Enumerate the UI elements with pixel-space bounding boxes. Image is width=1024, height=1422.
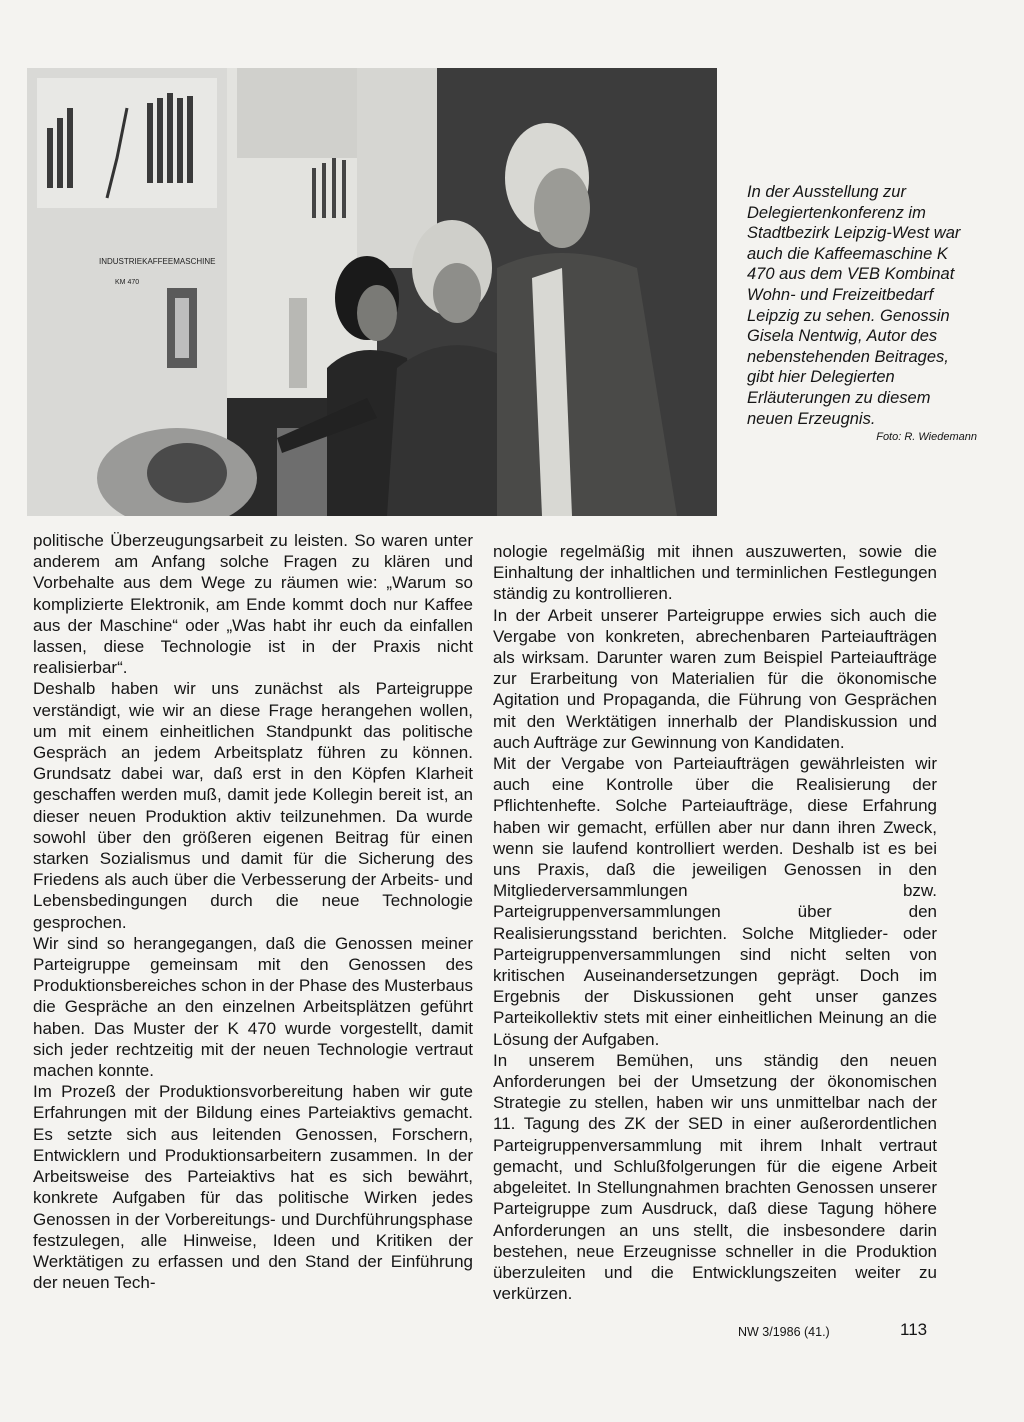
paragraph: Mit der Vergabe von Parteiaufträgen gewährleisten wir auch eine Kontrolle über die Realisierung der Pflichtenhefte. Solche Parteiaufträge, diese Erfahrung haben wir gemacht, erfüllen aber nur dann ihren Zweck, wenn sie laufend kontrolliert werden. Deshalb ist es bei uns Praxis, daß die jeweiligen Genossen in den Mitgliederversammlungen bzw. Parteigruppenversammlungen über den Realisierungsstand berichten. Solche Mitglieder- oder Parteigruppenversammlungen sind nicht selten von kritischen Auseinandersetzungen geprägt. Doch im Ergebnis der Diskussionen geht unser ganzes Parteikollektiv stets mit einer einheitlichen Meinung an die Lösung der Aufgaben. — [493, 754, 937, 1049]
exhibition-photo — [27, 68, 717, 516]
paragraph: nologie regelmäßig mit ihnen auszuwerten, sowie die Einhaltung der inhaltlichen und terminlichen Festlegungen ständig zu kontrollieren. — [493, 542, 937, 604]
poster-heading: INDUSTRIEKAFFEEMASCHINE — [99, 257, 216, 266]
paragraph: Wir sind so herangegangen, daß die Genossen meiner Parteigruppe gemeinsam mit den Genossen des Produktionsbereiches schon in der Phase des Musterbaus die Gespräche an den einzelnen Arbeitsplätzen geführt haben. Das Muster der K 470 wurde vorgestellt, damit sich jeder rechtzeitig mit der neuen Technologie vertraut machen konnte. — [33, 933, 473, 1081]
paragraph: In der Arbeit unserer Parteigruppe erwies sich auch die Vergabe von konkreten, abrechenbaren Parteiaufträgen als wirksam. Darunter waren zum Beispiel Parteiaufträge zur Erarbeitung von Materialien für die ökonomische Agitation und Propaganda, die Führung von Gesprächen mit den Werktätigen innerhalb der Plandiskussion und auch Aufträge zur Gewinnung von Kandidaten. — [493, 605, 937, 752]
left-column — [33, 530, 473, 1293]
journal-folio: NW 3/1986 (41.) — [738, 1325, 830, 1339]
caption-text: In der Ausstellung zur Delegiertenkonferenz im Stadtbezirk Leipzig-West war auch die Kaffeemaschine K 470 aus dem VEB Kombinat Wohn- und Freizeitbedarf Leipzig zu sehen. Genossin Gisela Nentwig, Autor des nebenstehenden Beitrages, gibt hier Delegierten Erläuterungen zu diesem neuen Erzeugnis. — [747, 183, 961, 428]
photo-illustration — [27, 68, 717, 516]
photo-credit: Foto: R. Wiedemann — [876, 431, 977, 444]
page-number: 113 — [900, 1320, 928, 1339]
photo-caption — [747, 182, 977, 444]
right-column — [493, 541, 937, 1304]
paragraph: Im Prozeß der Produktionsvorbereitung haben wir gute Erfahrungen mit der Bildung eines Parteiaktivs gemacht. Es setzte sich aus leitenden Genossen, Forschern, Entwicklern und Produktionsarbeitern zusammen. In der Arbeitsweise des Parteiaktivs hat es sich bewährt, konkrete Aufgaben für das politische Wirken jedes Genossen in der Vorbereitungs- und Durchführungsphase festzulegen, alle Hinweise, Ideen und Kritiken der Werktätigen zu erfassen und den Stand der Einführung der neuen Tech- — [33, 1082, 473, 1293]
paragraph: politische Überzeugungsarbeit zu leisten. So waren unter anderem am Anfang solche Fragen zu klären und Vorbehalte aus dem Wege zu räumen wie: „Warum so komplizierte Elektronik, am Ende kommt doch nur Kaffee aus der Maschine“ oder „Was habt ihr euch da einfallen lassen, diese Technologie ist in der Praxis nicht realisierbar“. — [33, 531, 473, 678]
paragraph: Deshalb haben wir uns zunächst als Parteigruppe verständigt, wie wir an diese Frage herangehen wollen, um mit einem einheitlichen Standpunkt das politische Gespräch an jedem Arbeitsplatz führen zu können. Grundsatz dabei war, daß erst in den Köpfen Klarheit geschaffen werden muß, damit jede Kollegin bereit ist, an dieser neuen Produktion aktiv teilzunehmen. Da wurde sowohl über den größeren eigenen Beitrag für einen starken Sozialismus und damit für die Sicherung des Friedens als auch über die Verbesserung der Arbeits- und Lebensbedingungen durch die neue Technologie gesprochen. — [33, 679, 473, 932]
poster-model: KM 470 — [115, 279, 140, 286]
paragraph: In unserem Bemühen, uns ständig den neuen Anforderungen bei der Umsetzung der ökonomischen Strategie zu stellen, haben wir uns unmittelbar nach der 11. Tagung des ZK der SED in einer außerordentlichen Parteigruppenversammlung mit ihrem Inhalt vertraut gemacht, und Schlußfolgerungen für die eigene Arbeit abgeleitet. In Stellungnahmen brachten Genossen unserer Parteigruppe zum Ausdruck, daß diese Tagung höhere Anforderungen an uns stellt, die insbesondere darin bestehen, neue Erzeugnisse schneller in die Produktion überzuleiten und die Entwicklungszeiten weiter zu verkürzen. — [493, 1050, 937, 1304]
